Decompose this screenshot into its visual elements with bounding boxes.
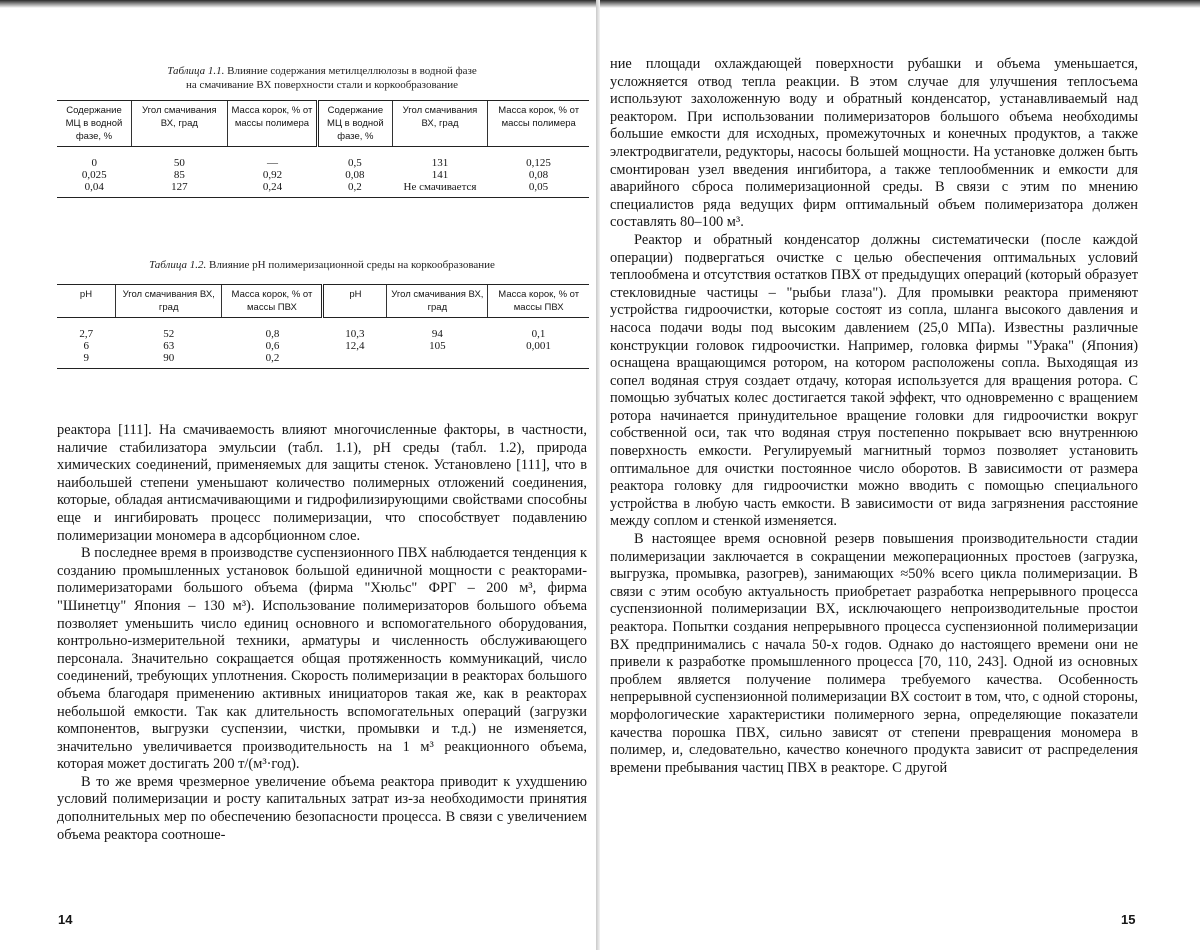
table1-cell: 0,5 [348, 157, 362, 169]
table1-cell: 0,24 [227, 181, 317, 198]
table2-header-cell: Угол смачивания ВХ, град [116, 285, 222, 318]
table1-cell: 131 [431, 157, 449, 169]
table1-cell: 0,08 [345, 169, 365, 181]
paragraph: ние площади охлаждающей поверхности рубашки и объема уменьшается, усложняется отвод тепла реакции. В этом случае для улучшения теплосъема используют захоложенную воду и обратный конденсатор, устанавливаемый над реактором. При использовании полимеризаторов большого объема необходимы большие емкости для исходных, промежуточных и конечных продуктов, а также электродвигатели, редукторы, насосы большей мощности. На установке должен быть смонтирован узел введения ингибитора, а также теплообменник и емкости для аварийного сброса полимеризационной среды. В связи с этим по мнению специалистов ряда ведущих фирм оптимальный объем полимеризатора должен составлять 80–100 м³. [610, 56, 1138, 231]
table1-header-cell: Угол смачивания ВХ, град [131, 101, 227, 147]
table1-cell: 0 [91, 157, 97, 169]
table1 [57, 100, 589, 198]
table1-title-line2: на смачивание ВХ поверхности стали и коркообразование [185, 79, 459, 91]
table-row [57, 147, 589, 170]
table2-cell: 105 [429, 340, 446, 352]
table2-title: Влияние pH полимеризационной среды на коркообразование [208, 259, 495, 271]
table2-cell [488, 352, 589, 369]
table2-cell [387, 352, 488, 369]
table2-cell: 63 [163, 340, 175, 352]
table1-cell: 0,125 [526, 157, 551, 169]
left-body-text [57, 422, 587, 844]
table1-cell: — [266, 157, 278, 169]
table1-header-cell: Содержание МЦ в водной фазе, % [318, 101, 392, 147]
right-body-text [610, 56, 1138, 777]
table1-header-cell: Масса корок, % от массы полимера [488, 101, 589, 147]
table1-cell: 85 [173, 169, 185, 181]
table2-cell: 90 [116, 352, 222, 369]
table2-header-cell: Масса корок, % от массы ПВХ [488, 285, 589, 318]
table2-header-cell: pH [57, 285, 116, 318]
table-row [57, 352, 589, 369]
table2-cell: 0,6 [265, 340, 280, 352]
table2-cell: 0,1 [531, 328, 546, 340]
table2-cell: 0,8 [265, 328, 280, 340]
table1-title-line1: Влияние содержания метилцеллюлозы в водной фазе [227, 65, 477, 77]
paragraph: В настоящее время основной резерв повышения производительности стадии полимеризации заключается в сокращении межоперационных простоев (загрузка, выгрузка, промывка, разогрев), занимающих ≈50% всего цикла полимеризации. В связи с этим особую актуальность приобретает разработка непрерывного процесса суспензионной полимеризации ВХ, исключающего непроизводительные простои реактора. Попытки создания непрерывного процесса суспензионной полимеризации ВХ предпринимались с начала 50-х годов. Однако до настоящего времени они не привели к разработке промышленного процесса [70, 110, 243]. Одной из основных проблем является получение полимера требуемого качества. Особенность непрерывной суспензионной полимеризации ВХ состоит в том, что, с одной стороны, морфологические характеристики полимерного зерна, определяющие показатели качества порошка ПВХ, сильно зависят от степени превращения мономера в полимер, и, следовательно, качество конечного продукта зависит от распределения времени пребывания частиц ПВХ в реакторе. С другой [610, 531, 1138, 776]
table1-cell: 141 [431, 169, 449, 181]
table2-cell: 12,4 [345, 340, 365, 352]
table1-cell: 0,92 [262, 169, 283, 181]
paragraph: Реактор и обратный конденсатор должны систематически (после каждой операции) подвергаться очистке с целью обеспечения оптимальных условий теплообмена и отсутствия остатков ПВХ от предыдущих операций (который образует стекловидные частицы – "рыбьи глаза"). Для промывки реактора применяют устройства гидроочистки, которые состоят из сопла, шланга высокого давления и насоса подачи воды под высоким давлением (25,0 МПа). Известны различные конструкции головок гидроочистки. Например, головка фирмы "Урака" (Япония) оснащена вращающимся ротором, на котором расположены сопла. Выходящая из сопел водяная струя создает отдачу, которая используется для вращения ротора. С помощью зубчатых колес достигается такой эффект, что одновременно с вращением ротора начинается принудительное вращение головки для гидроочистки вокруг собственной оси, так что водяная струя постепенно покрывает всю внутреннюю поверхность емкости. Регулируемый магнитный тормоз позволяет установить оптимальное для очистки постоянное число оборотов. В зависимости от размера реактора головку для гидроочистки можно вводить с помощью специального устройства в любую часть емкости. В зависимости от вида загрязнения расстояние между соплом и стенкой изменяется. [610, 231, 1138, 530]
table2-cell: 0,001 [526, 340, 551, 352]
table2-cell: 6 [83, 340, 89, 352]
table1-cell: 0,04 [57, 181, 131, 198]
table-row [57, 340, 589, 352]
table1-header-cell: Масса корок, % от массы полимера [227, 101, 317, 147]
table1-cell: 0,025 [81, 169, 107, 181]
table1-cell: 0,08 [528, 169, 549, 181]
paragraph: В то же время чрезмерное увеличение объема реактора приводит к ухудшению условий полимеризации и росту капитальных затрат из-за необходимости принятия дополнительных мер по обеспечению безопасности процесса. В связи с увеличением объема реактора соотноше- [57, 773, 587, 843]
table1-caption [57, 64, 587, 92]
page-number-left: 14 [58, 912, 73, 927]
table1-cell: 127 [131, 181, 227, 198]
table1-cell: 0,2 [318, 181, 392, 198]
paragraph: реактора [111]. На смачиваемость влияют многочисленные факторы, в частности, наличие стабилизатора эмульсии (табл. 1.1), pH среды (табл. 1.2), природа химических соединений, применяемых для защиты стенок. Установлено [111], что в наибольшей степени уменьшают количество полимерных отложений соединения, которые, обладая антисмачивающими и гидрофилизирующими свойствами способны еще и ингибировать процесс полимеризации, что способствует подавлению полимеризации мономера в адсорбционном слое. [57, 422, 587, 544]
table2-cell: 52 [163, 328, 175, 340]
table2-caption [57, 258, 587, 272]
table1-cell: Не смачивается [392, 181, 488, 198]
table2-header-row [57, 285, 589, 318]
table-row [57, 169, 589, 181]
table2 [57, 284, 589, 369]
table1-cell: 0,05 [488, 181, 589, 198]
table2-cell: 10,3 [345, 328, 365, 340]
table2-cell: 9 [57, 352, 116, 369]
table1-header-cell: Угол смачивания ВХ, град [392, 101, 488, 147]
table1-header-cell: Содержание МЦ в водной фазе, % [57, 101, 131, 147]
paragraph: В последнее время в производстве суспензионного ПВХ наблюдается тенденция к созданию промышленных установок большой единичной мощности с реакторами-полимеризаторами большого объема (фирма "Хюльс" ФРГ – 200 м³, фирма "Шинетцу" Япония – 130 м³). Использование полимеризаторов большого объема позволяет уменьшить число единиц основного и вспомогательного оборудования, контрольно-измерительной техники, арматуры и численность обслуживающего персонала. Значительно сокращается общая протяженность коммуникаций, число соединений, требующих уплотнения. Скорость полимеризации в реакторах большого объема благодаря применению активных инициаторов такая же, как в реакторах небольшой емкости. Так как длительность вспомогательных операций (загрузки компонентов, выгрузки суспензии, чистки, промывки и т.д.) не изменяется, значительно увеличивается производительность на 1 м³ реакционного объема, которая может достигать 200 т/(м³·год). [57, 545, 587, 773]
table2-cell [323, 352, 387, 369]
table-row [57, 318, 589, 341]
table1-cell: 50 [173, 157, 185, 169]
table2-header-cell: Угол смачивания ВХ, град [387, 285, 488, 318]
table2-cell: 94 [431, 328, 443, 340]
table2-cell: 2,7 [79, 328, 94, 340]
table2-label: Таблица 1.2. [149, 259, 207, 271]
table-row [57, 181, 589, 198]
page-number-right: 15 [1121, 912, 1136, 927]
table1-header-row [57, 101, 589, 147]
table2-header-cell: Масса корок, % от массы ПВХ [222, 285, 323, 318]
table2-cell: 0,2 [222, 352, 323, 369]
table2-header-cell: pH [323, 285, 387, 318]
table1-label: Таблица 1.1. [167, 65, 225, 77]
